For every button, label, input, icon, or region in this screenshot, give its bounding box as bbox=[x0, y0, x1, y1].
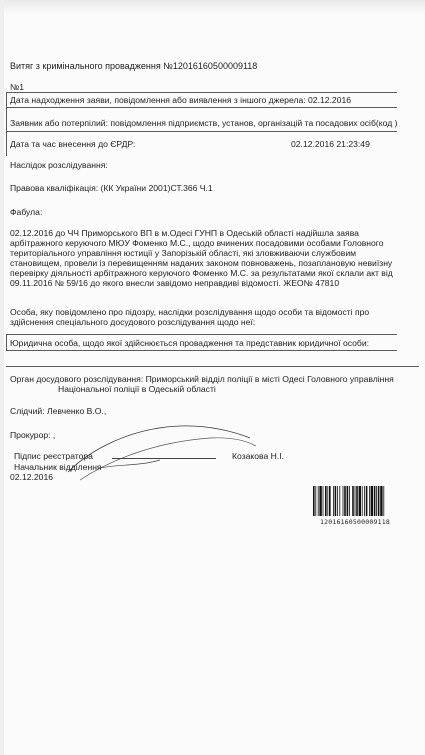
document-number: №1 bbox=[10, 82, 24, 92]
grid-line bbox=[6, 366, 419, 367]
grid-line bbox=[6, 107, 397, 108]
chief-label: Начальник відділення bbox=[14, 462, 102, 472]
grid-line bbox=[6, 334, 7, 350]
suspect-line: здійснення спеціального досудового розслідування щодо неї: bbox=[10, 317, 256, 327]
organ-line: Орган досудового розслідування: Приморський відділ поліції в місті Одесі Головного управління bbox=[10, 374, 394, 384]
barcode-number: 12016160500009118 bbox=[320, 518, 390, 526]
suspect-line: Особа, яку повідомлено про підозру, наслідки розслідування щодо особи та відомості про bbox=[10, 307, 370, 317]
organ-line: Національної поліції в Одеській області bbox=[58, 384, 216, 394]
grid-line bbox=[6, 131, 397, 132]
investigator: Слідчий: Левченко В.О., bbox=[10, 406, 107, 416]
applicant: Заявник або потерпілий: повідомлення підприємств, установ, організацій та посадових осіб(код ) bbox=[10, 118, 398, 128]
outcome: Наслідок розслідування: bbox=[10, 160, 108, 170]
legal-entity: Юридична особа, щодо якої здійснюється провадження та представник юридичної особи: bbox=[10, 338, 370, 348]
registrar-name: Козакова Н.І. bbox=[232, 451, 285, 461]
fabula-line: перевірку діяльності арбітражного керуючого Фоменко М.С. за результатами якої склали акт від bbox=[10, 268, 393, 278]
fabula-line: територіального управління юстиції у Запорізькій області, які зловживаючи службовим bbox=[10, 248, 357, 258]
scan-shadow-left bbox=[0, 0, 4, 755]
sign-date: 02.12.2016 bbox=[10, 472, 54, 482]
scan-shadow-top bbox=[0, 0, 425, 14]
erdr-label: Дата та час внесення до ЄРДР: bbox=[10, 139, 136, 149]
grid-line bbox=[6, 350, 397, 351]
fabula-line: становищем, провели із перевищенням наданих законом повноважень, позаплановую невиїзну bbox=[10, 258, 393, 268]
fabula-line: арбітражного керуючого МЮУ Фоменко М.С., щодо вчинених посадовими особами Головного bbox=[10, 238, 384, 248]
erdr-value: 02.12.2016 21:23:49 bbox=[291, 139, 370, 149]
qualification: Правова кваліфікація: (КК України 2001)СТ.366 Ч.1 bbox=[10, 183, 213, 193]
fabula-line: 09.11.2016 № 59/16 до якого внесли завідомо неправдиві відомості. ЖЕО№ 47810 bbox=[10, 278, 340, 288]
fabula-line: 02.12.2016 до ЧЧ Приморського ВП в м.Одесі ГУНП в Одеській області надійшла заява bbox=[10, 228, 359, 238]
registrar-label: Підпис реєстратора bbox=[14, 451, 93, 461]
grid-line bbox=[6, 92, 397, 93]
grid-line bbox=[6, 334, 397, 335]
document-title: Витяг з кримінального провадження №12016160500009118 bbox=[10, 61, 258, 71]
date-received: Дата надходження заяви, повідомлення або виявлення з іншого джерела: 02.12.2016 bbox=[10, 95, 352, 105]
prosecutor: Прокурор: , bbox=[10, 430, 56, 440]
fabula-label: Фабула: bbox=[10, 207, 43, 217]
signature-line bbox=[112, 458, 216, 459]
grid-line bbox=[6, 92, 7, 156]
